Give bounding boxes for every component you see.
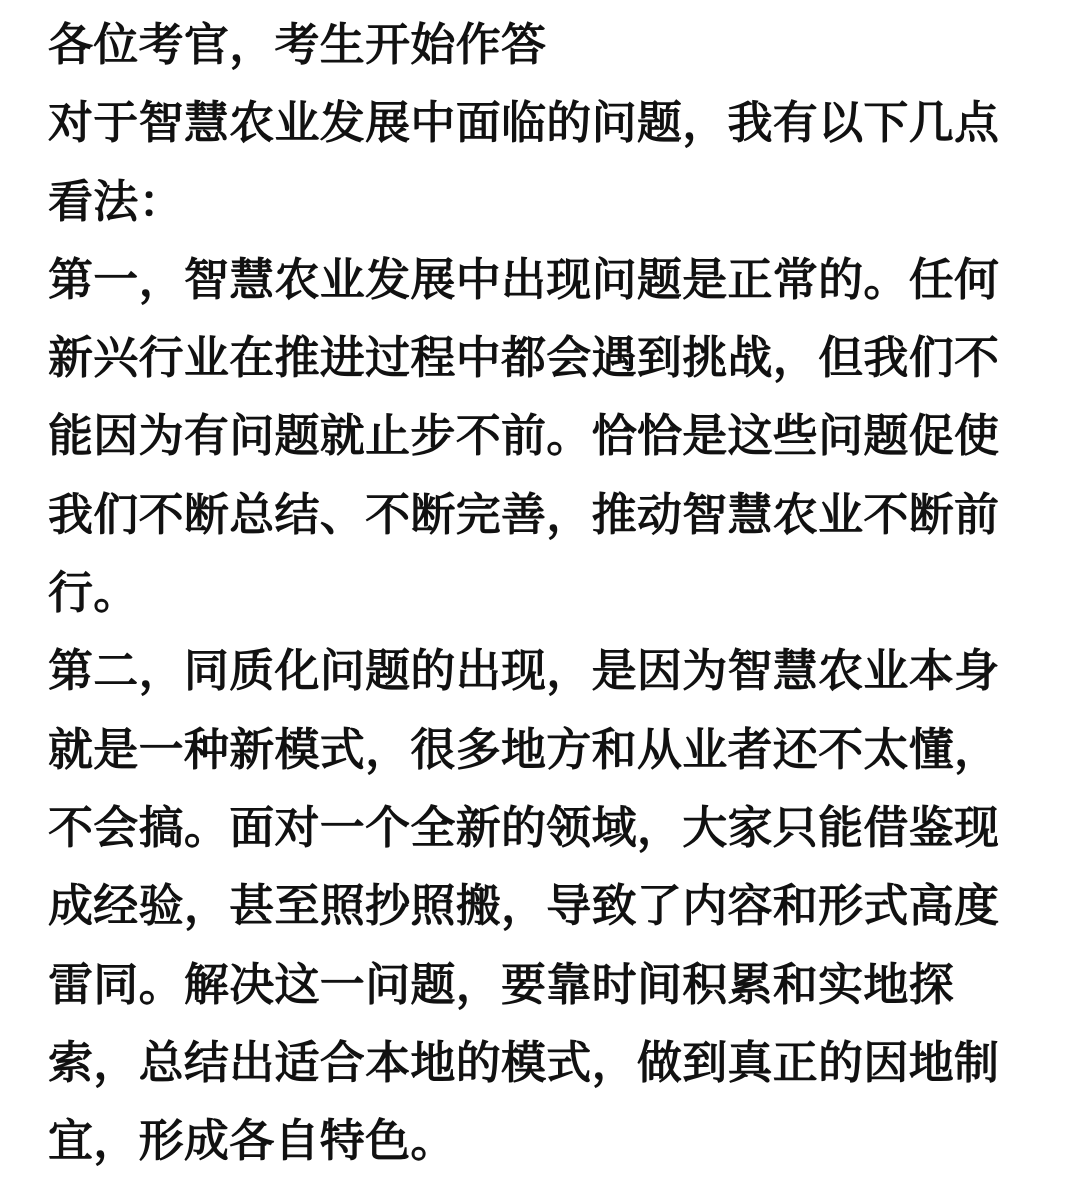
text-line: 看法： — [48, 174, 184, 228]
text-line: 雷同。解决这一问题，要靠时间积累和实地探 — [48, 957, 955, 1011]
text-line: 第二，同质化问题的出现，是因为智慧农业本身 — [48, 644, 1000, 698]
text-line: 宜，形成各自特色。 — [48, 1114, 456, 1168]
text-line: 新兴行业在推进过程中都会遇到挑战，但我们不 — [48, 331, 1000, 385]
text-line: 不会搞。面对一个全新的领域，大家只能借鉴现 — [48, 800, 1000, 854]
document-text — [48, 6, 1048, 1180]
text-line: 行。 — [48, 566, 139, 620]
text-line: 就是一种新模式，很多地方和从业者还不太懂， — [48, 722, 1000, 776]
text-line: 第一，智慧农业发展中出现问题是正常的。任何 — [48, 252, 1000, 306]
text-line: 索，总结出适合本地的模式，做到真正的因地制 — [48, 1035, 1000, 1089]
text-line: 对于智慧农业发展中面临的问题，我有以下几点 — [48, 96, 1000, 150]
text-line: 我们不断总结、不断完善，推动智慧农业不断前 — [48, 487, 1000, 541]
text-line: 能因为有问题就止步不前。恰恰是这些问题促使 — [48, 409, 1000, 463]
text-line: 成经验，甚至照抄照搬，导致了内容和形式高度 — [48, 879, 1000, 933]
text-line: 各位考官，考生开始作答 — [48, 18, 547, 71]
